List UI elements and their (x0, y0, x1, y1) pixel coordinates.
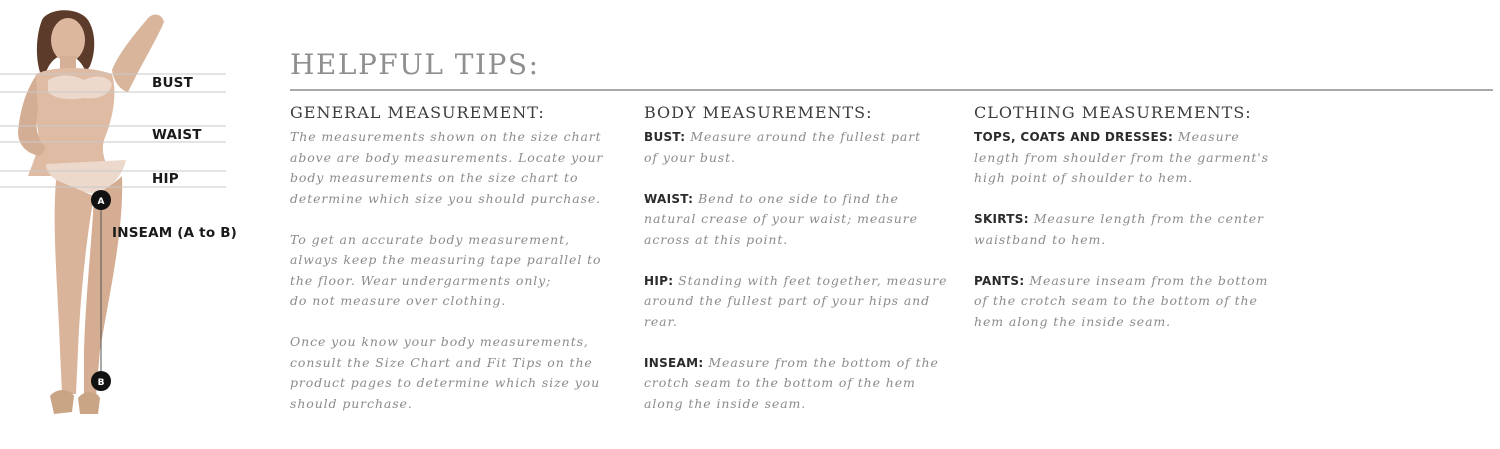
skirts-instruction (974, 209, 1269, 250)
text-line: body measurements on the size chart to (290, 170, 579, 185)
waist-instruction (644, 189, 947, 251)
body-heading: BODY MEASUREMENTS: (644, 103, 873, 122)
general-paragraph-3 (290, 332, 603, 414)
text-line: above are body measurements. Locate your (290, 149, 604, 165)
skirts-key: SKIRTS: (974, 212, 1029, 226)
text-line: To get an accurate body measurement, (290, 231, 570, 247)
pants-instruction (974, 271, 1269, 333)
general-measurement-section (290, 103, 603, 435)
bust-instruction (644, 127, 947, 168)
body-measurements-section (644, 103, 947, 435)
text-line: across at this point. (644, 231, 789, 247)
text-line: the floor. Wear undergarments only; (290, 272, 552, 288)
text-line: should purchase. (290, 395, 413, 411)
waist-key: WAIST: (644, 191, 694, 206)
text-line: crotch seam to the bottom of the hem (644, 375, 916, 390)
text-line: Once you know your body measurements, (290, 334, 589, 349)
title-divider (290, 89, 1493, 91)
text-line: Measure from the bottom of the (703, 354, 939, 370)
clothing-heading: CLOTHING MEASUREMENTS: (974, 103, 1252, 122)
body-figure (0, 0, 240, 449)
hip-instruction (644, 271, 947, 333)
text-line: Measure around the fullest part (685, 129, 922, 144)
clothing-measurements-section (974, 103, 1269, 353)
waist-label: WAIST (152, 127, 202, 143)
text-line: hem along the inside seam. (974, 313, 1172, 329)
text-line: do not measure over clothing. (290, 293, 507, 308)
text-line: of the crotch seam to the bottom of the (974, 293, 1258, 308)
text-line: determine which size you should purchase. (290, 190, 602, 206)
pants-key: PANTS: (974, 273, 1025, 288)
text-line: high point of shoulder to hem. (974, 170, 1193, 185)
text-line: waistband to hem. (974, 231, 1107, 247)
page-title: HELPFUL TIPS: (290, 48, 540, 81)
inseam-label: INSEAM (A to B) (112, 225, 238, 241)
general-paragraph-2 (290, 230, 603, 312)
text-line: of your bust. (644, 149, 736, 165)
text-line: Measure length from the center (1028, 211, 1264, 226)
text-line: Measure (1173, 129, 1240, 144)
text-line: product pages to determine which size you (290, 375, 601, 390)
tops-key: TOPS, COATS AND DRESSES: (974, 130, 1174, 144)
text-line: The measurements shown on the size chart (290, 129, 602, 144)
bust-label: BUST (152, 75, 193, 91)
marker-a: A (97, 197, 105, 207)
general-paragraph-1 (290, 127, 603, 209)
inseam-key: INSEAM: (644, 355, 704, 370)
text-line: around the fullest part of your hips and (644, 293, 931, 308)
text-line: rear. (644, 313, 678, 329)
text-line: Standing with feet together, measure (673, 272, 948, 288)
hip-label: HIP (152, 171, 179, 187)
text-line: along the inside seam. (644, 395, 807, 411)
marker-b: B (97, 378, 105, 388)
text-line: natural crease of your waist; measure (644, 211, 918, 226)
inseam-instruction (644, 353, 947, 415)
general-heading: GENERAL MEASUREMENT: (290, 103, 545, 122)
text-line: always keep the measuring tape parallel to (290, 252, 602, 267)
text-line: Measure inseam from the bottom (1024, 272, 1269, 288)
hip-key: HIP: (644, 273, 674, 288)
text-line: consult the Size Chart and Fit Tips on the (290, 354, 593, 370)
tops-instruction (974, 127, 1269, 189)
bust-key: BUST: (644, 130, 686, 144)
text-line: length from shoulder from the garment's (974, 149, 1269, 165)
text-line: Bend to one side to find the (693, 190, 899, 206)
